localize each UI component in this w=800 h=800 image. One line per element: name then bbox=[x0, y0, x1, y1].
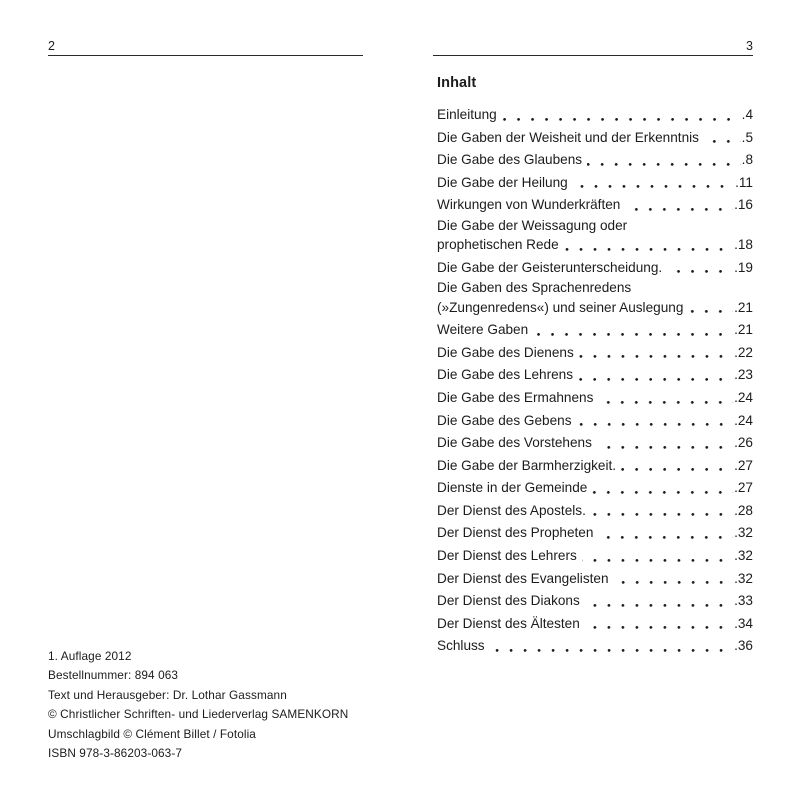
toc-entry-page: . 18 bbox=[734, 234, 753, 257]
toc-entry-page: . 16 bbox=[734, 194, 753, 217]
toc-dot-leader bbox=[704, 140, 741, 149]
toc-entry-page: . 24 bbox=[734, 410, 753, 433]
toc-entry-page: . 27 bbox=[734, 455, 753, 478]
toc-dot-leader bbox=[582, 559, 733, 568]
toc-entry-page: . 4 bbox=[742, 104, 753, 127]
imprint-line: © Christlicher Schriften- und Liederverlag SAMENKORN bbox=[48, 707, 349, 722]
toc-dot-leader bbox=[533, 333, 733, 342]
toc-entry-label: Die Gabe der Geisterunterscheidung. bbox=[437, 259, 663, 275]
toc-entry bbox=[437, 613, 753, 636]
toc-entry-first-line bbox=[437, 217, 753, 234]
toc-entry bbox=[437, 410, 753, 433]
toc-entry bbox=[437, 364, 753, 387]
toc-entry bbox=[437, 590, 753, 613]
toc-entry-page: . 36 bbox=[734, 635, 753, 658]
toc-entry-label: Schluss bbox=[437, 638, 485, 654]
toc-entry-label: Die Gaben des Sprachenredens bbox=[437, 280, 632, 296]
toc-entry-label: Der Dienst des Evangelisten bbox=[437, 570, 609, 586]
toc-dot-leader bbox=[573, 185, 734, 194]
toc-entry bbox=[437, 319, 753, 342]
toc-entry-label: Die Gaben der Weisheit und der Erkenntnis bbox=[437, 129, 699, 145]
imprint-line: 1. Auflage 2012 bbox=[48, 649, 132, 663]
toc-entry-label: Die Gabe des Ermahnens bbox=[437, 389, 594, 405]
toc-entry-label: Einleitung bbox=[437, 107, 497, 122]
toc-entry bbox=[437, 104, 753, 127]
toc-dot-leader bbox=[621, 468, 733, 477]
left-header-rule bbox=[48, 55, 363, 56]
toc-entry-label: Dienste in der Gemeinde bbox=[437, 480, 588, 496]
toc-entry bbox=[437, 297, 753, 320]
toc-dot-leader bbox=[591, 513, 733, 522]
toc-entry-page: . 32 bbox=[734, 522, 753, 545]
toc-dot-leader bbox=[625, 208, 733, 217]
toc-entry bbox=[437, 172, 753, 195]
toc-entry-page: . 34 bbox=[734, 613, 753, 636]
toc-entry-page: . 21 bbox=[734, 297, 753, 320]
toc-entry-label: Der Dienst des Apostels. bbox=[437, 502, 586, 518]
toc-dot-leader bbox=[592, 491, 733, 500]
imprint-line: Text und Herausgeber: Dr. Lothar Gassmann bbox=[48, 687, 287, 702]
toc-list bbox=[437, 104, 753, 658]
right-page-number: 3 bbox=[746, 39, 753, 53]
toc-entry-label: Die Gabe des Vorstehens bbox=[437, 435, 592, 451]
toc-entry-page: . 27 bbox=[734, 477, 753, 500]
toc-entry-page: . 22 bbox=[734, 342, 753, 365]
toc-dot-leader bbox=[597, 446, 733, 455]
toc-entry bbox=[437, 194, 753, 217]
toc-entry bbox=[437, 522, 753, 545]
toc-entry-page: . 11 bbox=[735, 172, 753, 195]
toc-dot-leader bbox=[578, 378, 733, 387]
toc-entry-label: Der Dienst des Propheten bbox=[437, 525, 594, 541]
toc-dot-leader bbox=[614, 581, 734, 590]
toc-entry-page: . 28 bbox=[734, 500, 753, 523]
toc-dot-leader bbox=[585, 626, 733, 635]
toc-entry-page: . 32 bbox=[734, 545, 753, 568]
toc-heading: Inhalt bbox=[437, 75, 477, 91]
toc-entry-label: Wirkungen von Wunderkräften bbox=[437, 197, 621, 213]
toc-entry bbox=[437, 455, 753, 478]
toc-entry-label: Die Gabe des Glaubens bbox=[437, 152, 583, 168]
imprint-line: Umschlagbild © Clément Billet / Fotolia bbox=[48, 726, 256, 741]
toc-entry-first-line bbox=[437, 279, 753, 296]
toc-entry-page: . 19 bbox=[734, 257, 753, 280]
toc-entry-label: Die Gabe der Barmherzigkeit. bbox=[437, 457, 617, 473]
toc-dot-leader bbox=[577, 423, 734, 432]
toc-entry bbox=[437, 149, 753, 172]
toc-entry-page: . 33 bbox=[734, 590, 753, 613]
toc-entry bbox=[437, 257, 753, 280]
toc-entry bbox=[437, 477, 753, 500]
toc-entry-label: Die Gabe des Lehrens bbox=[437, 367, 574, 383]
toc-entry-label: Weitere Gaben bbox=[437, 322, 529, 338]
toc-dot-leader bbox=[502, 118, 741, 127]
toc-entry bbox=[437, 342, 753, 365]
toc-entry bbox=[437, 432, 753, 455]
imprint-line: ISBN 978-3-86203-063-7 bbox=[48, 746, 183, 761]
toc-dot-leader bbox=[688, 310, 733, 319]
right-header-rule bbox=[433, 55, 753, 56]
toc-entry-label: prophetischen Rede bbox=[437, 237, 559, 253]
imprint-block bbox=[48, 647, 348, 763]
toc-entry bbox=[437, 568, 753, 591]
toc-entry-page: . 32 bbox=[734, 568, 753, 591]
toc-entry bbox=[437, 500, 753, 523]
toc-entry bbox=[437, 387, 753, 410]
toc-entry-label: Der Dienst des Ältesten bbox=[437, 615, 580, 631]
toc-dot-leader bbox=[598, 401, 733, 410]
toc-entry bbox=[437, 127, 753, 150]
toc-entry-label: Die Gabe der Heilung bbox=[437, 174, 568, 190]
toc-entry-page: . 21 bbox=[734, 319, 753, 342]
toc-entry-label: Die Gabe des Gebens bbox=[437, 412, 572, 428]
toc-entry-page: . 24 bbox=[734, 387, 753, 410]
toc-entry-label: Die Gabe der Weissagung oder bbox=[437, 217, 628, 233]
toc-entry-label: Die Gabe des Dienens bbox=[437, 344, 574, 360]
toc-entry bbox=[437, 234, 753, 257]
toc-dot-leader bbox=[585, 604, 733, 613]
toc-dot-leader bbox=[490, 649, 733, 658]
toc-dot-leader bbox=[587, 163, 741, 172]
toc-entry bbox=[437, 545, 753, 568]
toc-entry-page: . 23 bbox=[734, 364, 753, 387]
imprint-line: Bestellnummer: 894 063 bbox=[48, 668, 179, 683]
toc-entry-page: . 8 bbox=[742, 149, 753, 172]
toc-entry-label: Der Dienst des Lehrers bbox=[437, 548, 577, 564]
left-page-number: 2 bbox=[48, 39, 55, 53]
toc-entry bbox=[437, 635, 753, 658]
toc-entry-page: . 26 bbox=[734, 432, 753, 455]
toc-entry-label: (»Zungenredens«) und seiner Auslegung bbox=[437, 299, 684, 315]
toc-dot-leader bbox=[564, 248, 733, 257]
toc-entry-label: Der Dienst des Diakons bbox=[437, 593, 580, 609]
toc-dot-leader bbox=[579, 355, 733, 364]
toc-entry-page: . 5 bbox=[742, 127, 753, 150]
toc-dot-leader bbox=[598, 536, 733, 545]
toc-dot-leader bbox=[667, 270, 733, 279]
